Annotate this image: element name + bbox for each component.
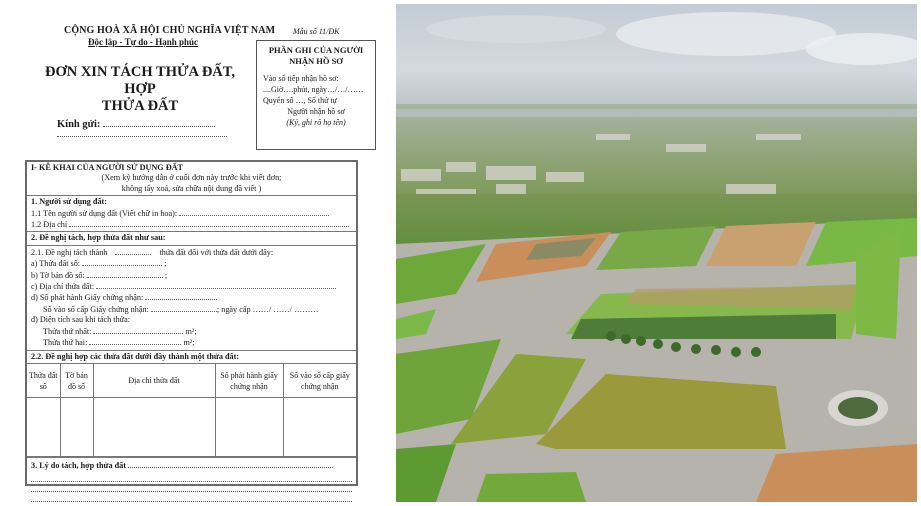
col-plot-number: Thửa đất số [27, 364, 60, 398]
semicolon: ; [164, 259, 167, 269]
plot-address-row [31, 281, 352, 292]
plot-address-field[interactable] [96, 281, 336, 289]
form-number: Mẫu số 11/ĐK [293, 27, 340, 36]
section-reason [27, 458, 356, 503]
section-note-line1: (Xem kỹ hướng dẫn ở cuối đơn này trước khi viết đơn; [101, 173, 282, 183]
map-sheet-field[interactable] [87, 270, 163, 278]
land-user-address-row [31, 219, 352, 230]
area-after-split-row [31, 315, 352, 325]
split-intro-label-b: thửa đất đối với thửa đất dưới đây: [159, 247, 274, 257]
plot-address-label: c) Địa chỉ thửa đất: [31, 282, 95, 292]
certificate-register-label: Số vào sổ cấp Giấy chứng nhận: [43, 304, 149, 314]
certificate-number-row [31, 292, 352, 303]
land-user-name-label: 1.1 Tên người sử dụng đất (Viết chữ in hoa): [31, 208, 178, 218]
receiver-box-title: PHẦN GHI CỦA NGƯỜI NHẬN HỒ SƠ [268, 45, 364, 66]
reason-line-3[interactable] [31, 482, 352, 492]
certificate-register-field[interactable] [151, 304, 217, 312]
issue-date-label: ; ngày cấp [216, 304, 251, 314]
section-declaration-heading: I- KÊ KHAI CỦA NGƯỜI SỬ DỤNG ĐẤT [31, 163, 184, 172]
second-plot-area-field[interactable] [89, 337, 181, 345]
first-plot-label: Thửa thứ nhất: [43, 326, 92, 336]
receiver-box-line1: Vào sổ tiếp nhận hồ sơ: [263, 74, 339, 83]
form-title [30, 64, 250, 115]
cell-certificate-number[interactable] [215, 398, 283, 457]
reason-line-4[interactable] [31, 492, 352, 502]
land-user-address-label: 1.2 Địa chỉ [31, 220, 68, 230]
land-user-name-row [31, 208, 352, 219]
map-sheet-row [31, 270, 352, 281]
first-plot-row [31, 326, 352, 337]
area-unit: m²; [185, 326, 197, 336]
cell-map-sheet[interactable] [60, 398, 93, 457]
area-after-split-label: đ) Diện tích sau khi tách thửa: [31, 315, 131, 325]
addressee-field[interactable] [103, 118, 215, 127]
reason-line-2[interactable] [31, 472, 352, 482]
cell-certificate-register[interactable] [283, 398, 356, 457]
reason-row [31, 460, 352, 471]
land-user-name-field[interactable] [179, 208, 329, 216]
split-merge-heading: 2. Đề nghị tách, hợp thửa đất như sau: [31, 233, 166, 243]
map-sheet-label: b) Tờ bản đồ số: [31, 270, 85, 280]
first-plot-area-field[interactable] [93, 326, 183, 334]
cell-plot-address[interactable] [93, 398, 215, 457]
section-split-merge-heading [27, 232, 356, 245]
section-land-user [27, 196, 356, 232]
col-map-sheet: Tờ bản đồ số [60, 364, 93, 398]
receiver-box-line3: Quyển số …, Số thứ tự [263, 96, 338, 105]
section-merge-request [27, 351, 356, 459]
receiver-box-line5: (Ký, ghi rõ họ tên) [286, 118, 346, 127]
receiver-box-line2: ....Giờ….phút, ngày…/…/…… [263, 85, 364, 94]
cell-plot-number[interactable] [27, 398, 60, 457]
col-certificate-number: Số phát hành giấy chứng nhận [215, 364, 283, 398]
col-plot-address: Địa chỉ thửa đất [93, 364, 215, 398]
col-certificate-register: Số vào sổ cấp giấy chứng nhận [283, 364, 356, 398]
aerial-landscape-image [396, 4, 917, 502]
plot-number-row [31, 258, 352, 269]
plot-number-label: a) Thửa đất số: [31, 259, 81, 269]
certificate-number-label: d) Số phát hành Giấy chứng nhận: [31, 293, 144, 303]
receiver-notes-box [256, 40, 376, 150]
second-plot-label: Thửa thứ hai: [43, 338, 88, 348]
form-title-line2: THỬA ĐẤT [101, 98, 179, 114]
plot-number-field[interactable] [82, 258, 162, 266]
second-plot-row [31, 337, 352, 348]
land-user-heading: 1. Người sử dụng đất: [31, 197, 108, 207]
merge-plots-table [27, 364, 356, 458]
nation-header: CỘNG HOÀ XÃ HỘI CHỦ NGHĨA VIỆT NAM [64, 25, 276, 36]
issue-date-field[interactable]: ……/ ……/ ……… [252, 304, 319, 314]
addressee-label: Kính gửi: [57, 119, 101, 130]
addressee-line [57, 118, 215, 130]
merge-table-header [27, 364, 356, 398]
form-title-line1: ĐƠN XIN TÁCH THỬA ĐẤT, HỢP [44, 64, 235, 97]
receiver-box-line4: Người nhận hồ sơ [287, 107, 345, 116]
national-motto: Độc lập - Tự do - Hạnh phúc [88, 37, 199, 47]
certificate-number-field[interactable] [145, 292, 217, 300]
section-split-request [27, 246, 356, 351]
addressee-field-line2[interactable] [57, 136, 227, 137]
certificate-register-row [31, 304, 352, 315]
merge-heading: 2.2. Đề nghị hợp các thửa đất dưới đây thành một thửa đất: [27, 351, 356, 364]
split-count-field[interactable] [115, 247, 151, 255]
aerial-land-photo [396, 4, 917, 502]
section-note-line2: không tẩy xoá, sửa chữa nội dung đã viết ) [121, 183, 262, 193]
reason-field[interactable] [128, 460, 333, 468]
split-intro-label-a: 2.1. Đề nghị tách thành [31, 247, 108, 257]
land-user-address-field[interactable] [69, 219, 349, 227]
merge-table-row [27, 398, 356, 457]
section-declaration [27, 162, 356, 196]
declaration-frame [25, 160, 358, 486]
area-unit: m²; [183, 338, 195, 348]
semicolon: ; [164, 270, 168, 280]
reason-heading: 3. Lý do tách, hợp thửa đất [31, 461, 126, 471]
split-intro-row [31, 247, 352, 258]
land-split-application-form [0, 0, 392, 506]
